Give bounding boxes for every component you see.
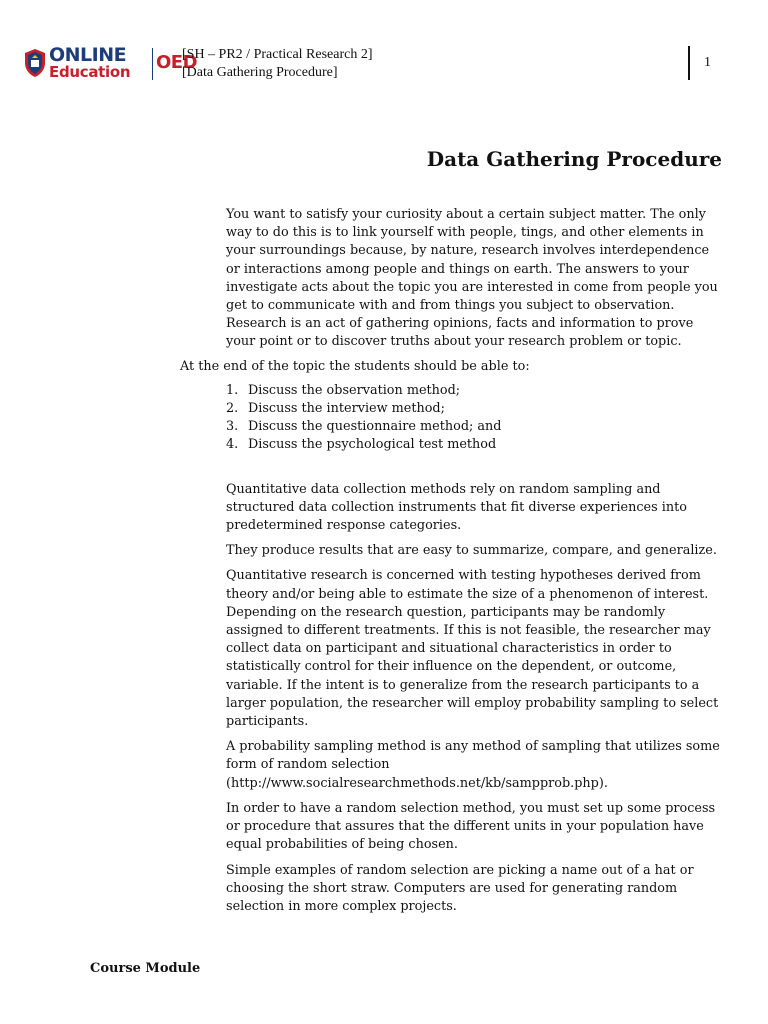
course-code: [SH – PR2 / Practical Research 2]: [182, 47, 373, 62]
online-education-logo: [24, 44, 198, 86]
page-number: 1: [704, 55, 711, 70]
body-paragraph: A probability sampling method is any method of sampling that utilizes some form of random selection (http://www.socialresearchmethods.net/kb/sampprob.php).: [226, 739, 720, 791]
list-item: [226, 418, 722, 436]
list-number: 4.: [226, 437, 239, 453]
body-paragraph: Simple examples of random selection are picking a name out of a hat or choosing the short straw. Computers are used for generating random selection in more complex projects.: [226, 862, 694, 914]
list-item: [226, 400, 722, 418]
logo-online-text: ONLINE: [49, 44, 127, 66]
objectives-heading: At the end of the topic the students should be able to:: [180, 358, 530, 374]
list-number: 1.: [226, 382, 239, 398]
list-item: [226, 436, 722, 454]
header-divider: [688, 46, 690, 80]
list-number: 3.: [226, 419, 239, 435]
list-item: [226, 382, 722, 400]
list-item-text: Discuss the psychological test method: [248, 437, 497, 453]
body-paragraph: They produce results that are easy to summarize, compare, and generalize.: [226, 543, 717, 559]
footer-label: Course Module: [90, 961, 201, 976]
objectives-list: [226, 382, 722, 455]
body-paragraph: Quantitative data collection methods rely on random sampling and structured data collection instruments that fit diverse experiences into predetermined response categories.: [226, 481, 687, 534]
list-item-text: Discuss the interview method;: [248, 401, 445, 417]
list-number: 2.: [226, 401, 239, 417]
header-text: [182, 46, 373, 82]
logo-oed-text: OED: [156, 52, 198, 73]
list-item-text: Discuss the questionnaire method; and: [248, 419, 502, 435]
page-title: Data Gathering Procedure: [426, 147, 722, 171]
shield-icon: [24, 48, 46, 78]
section-label: [Data Gathering Procedure]: [182, 65, 338, 80]
intro-paragraph: You want to satisfy your curiosity about a certain subject matter. The only way to do this is to link yourself with people, tings, and other elements in your surroundings because, by nature, research involves interdependence or interactions among people and things on earth. The answers to your investigate acts about the topic you are interested in come from people you get to communicate with and from things you subject to observation. Research is an act of gathering opinions, facts and information to prove your point or to discover truths about your research problem or topic.: [226, 207, 718, 350]
body-paragraph: Quantitative research is concerned with testing hypotheses derived from theory and/or being able to estimate the size of a phenomenon of interest. Depending on the research question, participants may be randomly assigned to different treatments. If this is not feasible, the researcher may collect data on participant and situational characteristics in order to statistically control for their influence on the dependent, or outcome, variable. If the intent is to generalize from the research participants to a larger population, the researcher will employ probability sampling to select participants.: [226, 568, 719, 730]
list-item-text: Discuss the observation method;: [248, 382, 461, 398]
logo-wordmark: [49, 44, 149, 84]
document-body: [180, 206, 722, 923]
body-paragraph: In order to have a random selection method, you must set up some process or procedure that assures that the different units in your population have equal probabilities of being chosen.: [226, 800, 716, 853]
logo-education-text: Education: [49, 63, 131, 81]
logo-divider: [152, 48, 153, 80]
